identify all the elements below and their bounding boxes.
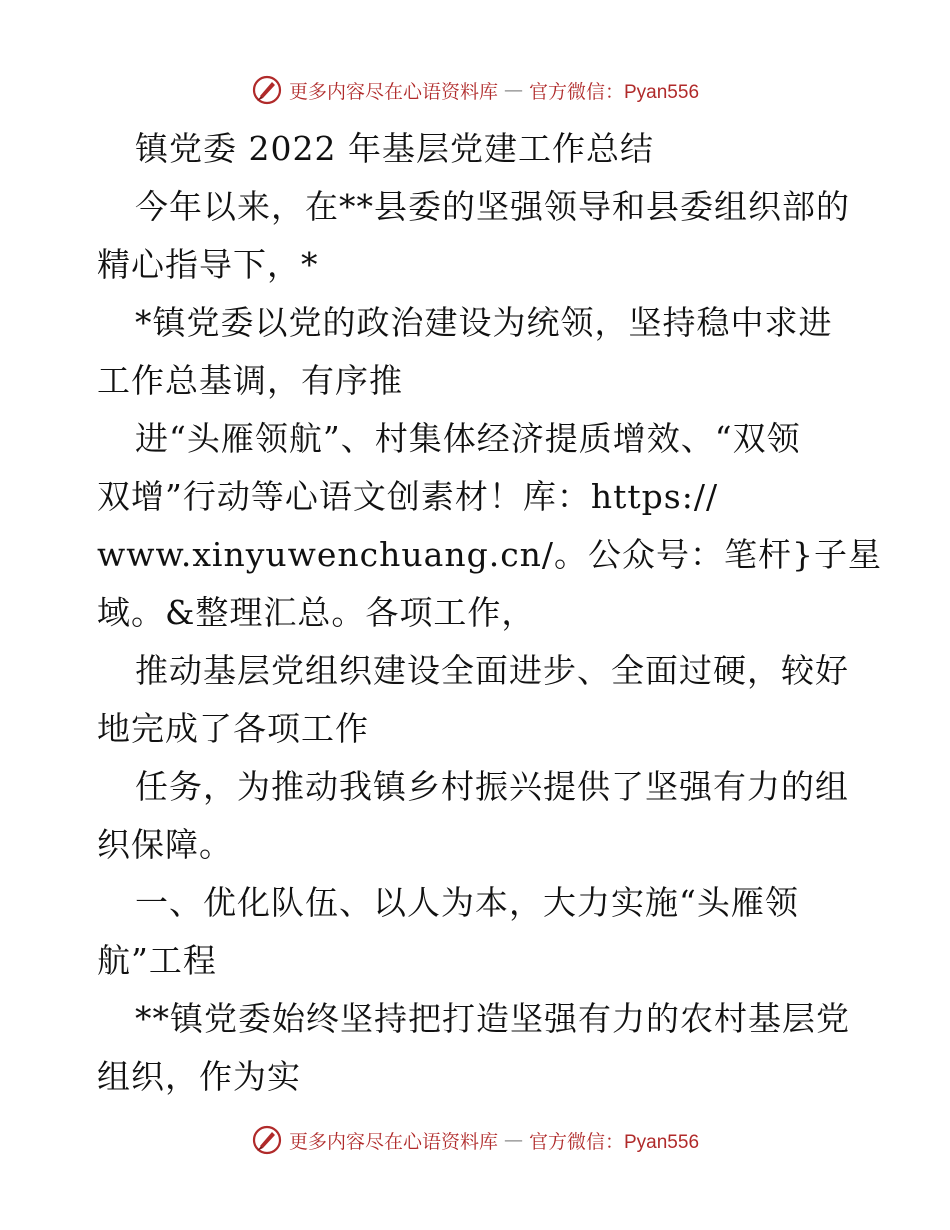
paragraph-intro <box>97 178 857 294</box>
text-line: 进“头雁领航”、村集体经济提质增效、“双领 <box>135 419 801 458</box>
paragraph-political-building <box>97 294 857 410</box>
text-line: **镇党委始终坚持把打造坚强有力的农村基层党 <box>135 999 850 1038</box>
paragraph-tasks <box>97 758 857 874</box>
banner-text: 更多内容尽在心语资料库 <box>288 80 498 103</box>
text-line: 任务，为推动我镇乡村振兴提供了坚强有力的组 <box>135 767 849 806</box>
text-line: 精心指导下，* <box>97 245 319 284</box>
quill-pen-logo-icon <box>251 74 283 106</box>
paragraph-progress <box>97 642 857 758</box>
text-line: 航”工程 <box>97 941 217 980</box>
text-line: 织保障。 <box>97 825 233 864</box>
banner-separator: — <box>504 79 523 101</box>
text-line: 工作总基调，有序推 <box>97 361 403 400</box>
text-line: www.xinyuwenchuang.cn/。公众号：笔杆}子星 <box>97 535 883 574</box>
text-line: *镇党委以党的政治建设为统领，坚持稳中求进 <box>135 303 833 342</box>
text-line: 今年以来，在**县委的坚强领导和县委组织部的 <box>135 187 850 226</box>
document-title-paragraph <box>97 120 857 178</box>
header-banner <box>0 70 950 110</box>
banner-wechat: 官方微信：Pyan556 <box>529 81 700 103</box>
text-line: 推动基层党组织建设全面进步、全面过硬，较好 <box>135 651 849 690</box>
banner-separator: — <box>504 1129 523 1151</box>
text-line: 地完成了各项工作 <box>97 709 369 748</box>
document-title: 镇党委 2022 年基层党建工作总结 <box>135 129 654 168</box>
footer-banner <box>0 1120 950 1160</box>
text-line: 双增”行动等心语文创素材！库：https:// <box>97 477 719 516</box>
section-heading-1 <box>97 874 857 990</box>
text-line: 组织，作为实 <box>97 1057 301 1096</box>
banner-text: 更多内容尽在心语资料库 <box>288 1130 498 1153</box>
quill-pen-logo-icon <box>251 1124 283 1156</box>
text-line: 域。&整理汇总。各项工作， <box>97 593 536 632</box>
text-line: 一、优化队伍、以人为本，大力实施“头雁领 <box>135 883 799 922</box>
paragraph-initiatives <box>97 410 883 642</box>
document-body <box>97 120 883 1106</box>
banner-wechat: 官方微信：Pyan556 <box>529 1131 700 1153</box>
paragraph-section-1 <box>97 990 857 1106</box>
